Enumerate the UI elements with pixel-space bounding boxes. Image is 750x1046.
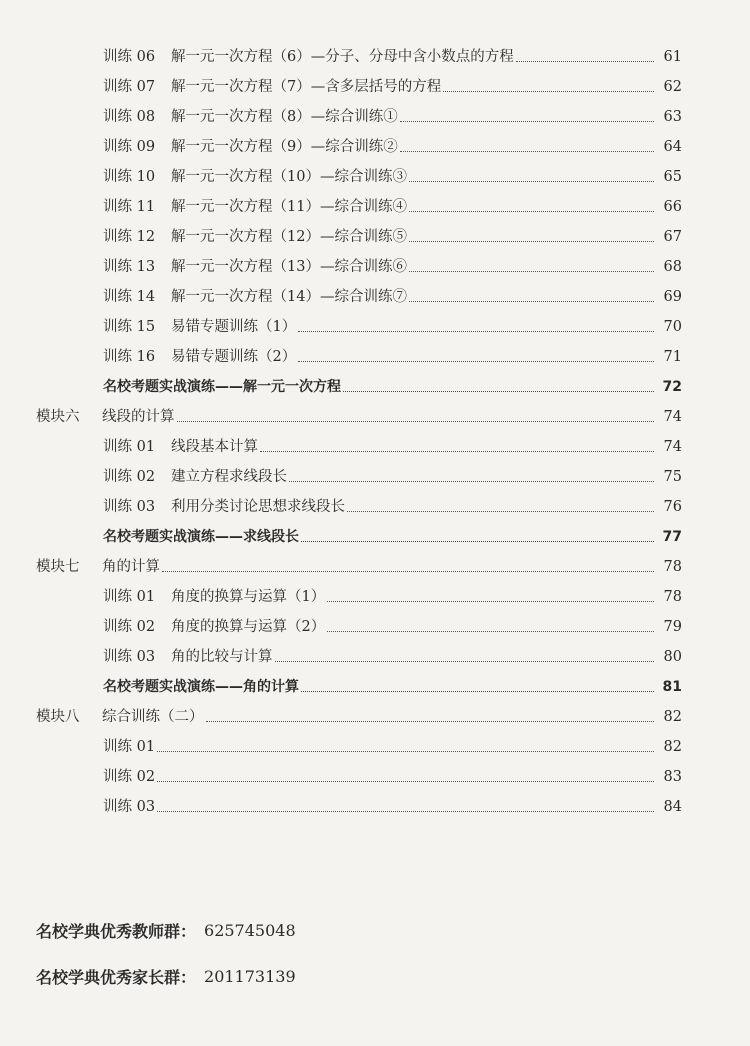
- dot-leader: [409, 257, 654, 272]
- toc-entry-label: [103, 800, 155, 815]
- toc-entry-label: [103, 80, 441, 95]
- toc-entry-label: [36, 410, 175, 425]
- toc-entry-label: [103, 530, 299, 544]
- toc-entry-title: 解一元一次方程（11）—综合训练④: [171, 198, 407, 215]
- toc-entry-code: 训练 10: [103, 168, 156, 185]
- dot-leader: [347, 497, 654, 512]
- toc-entry-page: 80: [663, 648, 682, 665]
- toc-entry-code: 训练 15: [103, 318, 156, 335]
- toc-entry-page: 70: [663, 318, 682, 335]
- dot-leader: [157, 767, 654, 782]
- toc-entry-code: 模块七: [36, 558, 80, 575]
- toc-entry: [0, 612, 750, 642]
- toc-entry-title: 建立方程求线段长: [171, 468, 287, 485]
- toc-entry-code: 训练 01: [103, 588, 156, 605]
- toc-entry-label: [103, 260, 407, 275]
- toc-entry-label: [103, 650, 273, 665]
- toc-entry-label: [103, 200, 407, 215]
- toc-entry-label: [103, 110, 398, 125]
- toc-entry-label: [103, 230, 407, 245]
- toc-entry-label: [103, 770, 155, 785]
- toc-entry-code: 训练 14: [103, 288, 156, 305]
- toc-entry: [0, 102, 750, 132]
- toc-entry-code: 训练 02: [103, 618, 156, 635]
- toc-entry-title: 训练 01: [103, 738, 156, 755]
- toc-entry-page: 71: [663, 348, 682, 365]
- dot-leader: [409, 197, 654, 212]
- dot-leader: [443, 77, 654, 92]
- toc-entry-title: 综合训练（二）: [102, 708, 204, 725]
- toc-entry-title: 训练 02: [103, 768, 156, 785]
- dot-leader: [298, 317, 654, 332]
- teacher-group: [36, 907, 636, 953]
- dot-leader: [400, 107, 654, 122]
- toc-entry-title: 训练 03: [103, 798, 156, 815]
- contact-groups: [36, 907, 636, 999]
- toc-entry-title: 角度的换算与运算（2）: [171, 618, 326, 635]
- toc-entry-title: 角的计算: [102, 558, 160, 575]
- toc-entry-page: 82: [663, 708, 682, 725]
- toc-entry-page: 84: [663, 798, 682, 815]
- toc-entry-label: [103, 440, 258, 455]
- toc-entry-code: 训练 02: [103, 468, 156, 485]
- parent-group-number: 201173139: [204, 966, 296, 986]
- toc-entry-page: 62: [663, 78, 682, 95]
- toc-entry-page: 74: [663, 408, 682, 425]
- dot-leader: [409, 167, 654, 182]
- toc-entry-page: 81: [662, 679, 682, 695]
- toc-entry-code: 训练 12: [103, 228, 156, 245]
- toc-entry-page: 72: [662, 379, 682, 395]
- toc-entry-page: 79: [663, 618, 682, 635]
- toc-entry-title: 线段的计算: [102, 408, 175, 425]
- toc-entry-title: 解一元一次方程（6）—分子、分母中含小数点的方程: [171, 48, 514, 65]
- dot-leader: [162, 557, 654, 572]
- teacher-group-number: 625745048: [204, 920, 296, 940]
- toc-entry-page: 68: [663, 258, 682, 275]
- dot-leader: [157, 797, 654, 812]
- toc-entry: [0, 702, 750, 732]
- toc-entry: [0, 132, 750, 162]
- dot-leader: [400, 137, 654, 152]
- dot-leader: [516, 47, 654, 62]
- toc-entry-title: 利用分类讨论思想求线段长: [171, 498, 345, 515]
- toc-entry-title: 解一元一次方程（13）—综合训练⑥: [171, 258, 407, 275]
- toc-entry: [0, 282, 750, 312]
- dot-leader: [327, 617, 654, 632]
- toc-entry: [0, 72, 750, 102]
- toc-entry: [0, 192, 750, 222]
- toc-entry-title: 名校考题实战演练——角的计算: [103, 679, 299, 695]
- parent-group-label: 名校学典优秀家长群：: [36, 967, 197, 987]
- toc-entry-label: [103, 590, 325, 605]
- toc-entry-page: 74: [663, 438, 682, 455]
- toc-entry-page: 64: [663, 138, 682, 155]
- toc-entry-code: 训练 08: [103, 108, 156, 125]
- toc-entry: [0, 642, 750, 672]
- toc-entry: [0, 372, 750, 402]
- toc-entry-title: 线段基本计算: [171, 438, 258, 455]
- toc-entry-code: 模块八: [36, 708, 80, 725]
- toc-entry-code: 训练 13: [103, 258, 156, 275]
- toc-entry-page: 63: [663, 108, 682, 125]
- toc-entry-label: [103, 140, 398, 155]
- toc-entry-title: 解一元一次方程（7）—含多层括号的方程: [171, 78, 442, 95]
- toc-entry-label: [103, 350, 296, 365]
- toc-entry-page: 78: [663, 588, 682, 605]
- toc-entry-page: 61: [663, 48, 682, 65]
- toc-entry-page: 66: [663, 198, 682, 215]
- toc-entry-code: 训练 16: [103, 348, 156, 365]
- dot-leader: [275, 647, 655, 662]
- toc-entry-label: [103, 500, 345, 515]
- toc-entry: [0, 222, 750, 252]
- toc-entry: [0, 492, 750, 522]
- dot-leader: [177, 407, 655, 422]
- toc-entry-label: [103, 50, 514, 65]
- dot-leader: [301, 527, 654, 542]
- toc-entry-page: 77: [662, 529, 682, 545]
- toc-entry-title: 解一元一次方程（9）—综合训练②: [171, 138, 398, 155]
- dot-leader: [301, 677, 654, 692]
- toc-entry-code: 训练 06: [103, 48, 156, 65]
- toc-entry-code: 模块六: [36, 408, 80, 425]
- toc-entry: [0, 552, 750, 582]
- toc-entry: [0, 672, 750, 702]
- dot-leader: [157, 737, 654, 752]
- toc-entry-title: 易错专题训练（2）: [171, 348, 297, 365]
- toc-entry-title: 解一元一次方程（10）—综合训练③: [171, 168, 407, 185]
- dot-leader: [409, 287, 654, 302]
- toc-entry-page: 78: [663, 558, 682, 575]
- toc-entry: [0, 732, 750, 762]
- toc-entry-code: 训练 07: [103, 78, 156, 95]
- toc-entry: [0, 762, 750, 792]
- toc-entry-code: 训练 01: [103, 438, 156, 455]
- dot-leader: [343, 377, 654, 392]
- toc-entry-title: 易错专题训练（1）: [171, 318, 297, 335]
- toc-entry-label: [103, 380, 341, 394]
- toc-entry-label: [103, 740, 155, 755]
- toc-entry-label: [103, 290, 407, 305]
- dot-leader: [409, 227, 654, 242]
- toc-entry-page: 83: [663, 768, 682, 785]
- toc-entry-title: 解一元一次方程（14）—综合训练⑦: [171, 288, 407, 305]
- toc-entry-page: 75: [663, 468, 682, 485]
- dot-leader: [327, 587, 654, 602]
- toc-entry-page: 67: [663, 228, 682, 245]
- parent-group: [36, 953, 636, 999]
- toc-entry: [0, 582, 750, 612]
- toc-entry-title: 名校考题实战演练——解一元一次方程: [103, 379, 341, 395]
- toc-entry-title: 角度的换算与运算（1）: [171, 588, 326, 605]
- toc-entry-label: [103, 170, 407, 185]
- toc-entry-page: 82: [663, 738, 682, 755]
- toc-entry-code: 训练 03: [103, 498, 156, 515]
- toc-entry-label: [36, 560, 160, 575]
- toc-entry: [0, 252, 750, 282]
- toc-entry-code: 训练 03: [103, 648, 156, 665]
- toc-entry: [0, 462, 750, 492]
- toc-entry-title: 解一元一次方程（8）—综合训练①: [171, 108, 398, 125]
- toc-entry-label: [103, 620, 325, 635]
- toc-entry: [0, 522, 750, 552]
- dot-leader: [289, 467, 654, 482]
- toc-entry-label: [103, 320, 296, 335]
- toc-entry: [0, 342, 750, 372]
- toc-entry-title: 角的比较与计算: [171, 648, 273, 665]
- toc-entry-code: 训练 11: [103, 198, 156, 215]
- toc-entry-code: 训练 09: [103, 138, 156, 155]
- toc-entry: [0, 402, 750, 432]
- teacher-group-label: 名校学典优秀教师群：: [36, 921, 197, 941]
- toc-entry-page: 69: [663, 288, 682, 305]
- dot-leader: [260, 437, 654, 452]
- toc-entry-title: 名校考题实战演练——求线段长: [103, 529, 299, 545]
- toc-entry: [0, 792, 750, 822]
- toc-entry: [0, 432, 750, 462]
- dot-leader: [298, 347, 654, 362]
- toc-entry-label: [103, 680, 299, 694]
- toc-entry-page: 65: [663, 168, 682, 185]
- toc-entry-label: [103, 470, 287, 485]
- toc-entry: [0, 312, 750, 342]
- dot-leader: [206, 707, 655, 722]
- toc-entry-title: 解一元一次方程（12）—综合训练⑤: [171, 228, 407, 245]
- toc-entry-label: [36, 710, 204, 725]
- toc-entry: [0, 162, 750, 192]
- toc-entry: [0, 42, 750, 72]
- toc-entry-page: 76: [663, 498, 682, 515]
